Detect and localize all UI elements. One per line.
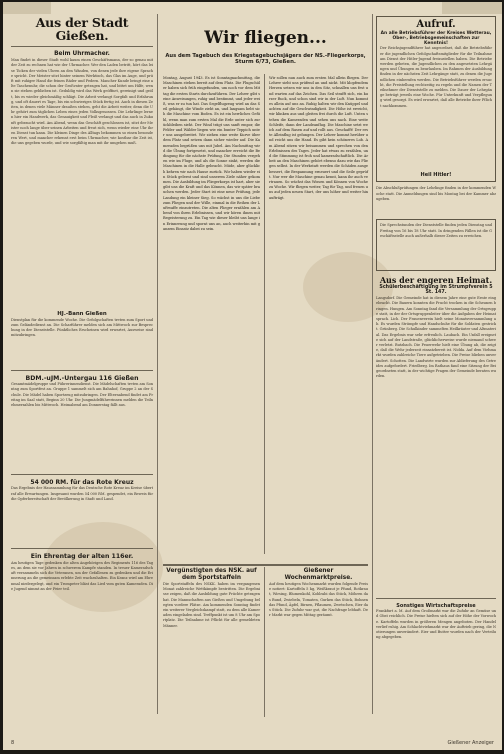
notice-body: Die Sprechstunden der Dienststelle finden jeden Dienstag und Freitag von 16 bis 18 Uhr statt. In dringenden Fällen ist die Geschäftsstelle auch außerhalb dieser Zeiten zu erreichen.: [380, 223, 492, 238]
article-body: Dienstplan für die kommende Woche. Die Gefolgschaften treten zum Sport und zum Geländedienst an. Die Scharführer melden sich am Mittwoch zur Besprechung in der Dienststelle. Pünktliches Erscheinen wird erwartet, Ausweise sind mitzubringen.: [11, 317, 153, 338]
article-body: Frankfurt a. M. Auf dem Großmarkt war die Zufuhr an Gemüse und Obst reichlich. Die Preise hielten sich auf der Höhe der Vorwoche. Kartoffeln wurden in größeren Mengen angeboten. Der Handel verlief ruhig. Am Schlachtviehmarkt war der Auftrieb gering, die Notierungen unverändert. Eier und Butter wurden nach der Verteilung abgegeben.: [376, 609, 496, 640]
column-rule: [264, 74, 265, 554]
article-body: Man findet in dieser Stadt wohl kaum einen Geschäftsmann, der so genau mit der Zeit zu rechnen hat wie der Uhrmacher. Wer den Laden betritt, hört das leise Ticken der vielen Uhren an den Wänden, von denen jede ihre eigene Sprache spricht. Der Meister sitzt hinter seinem Werktisch, das Glas im Auge, und prüft mit ruhiger Hand die feinen Räder und Federn. Mancher Kunde bringt eine alte Taschenuhr, die schon der Großvater getragen hat, und bittet um Hilfe, wenn sie stehen geblieben ist. Geduldig wird das Werk geöffnet, gereinigt und geölt, bis es wieder gleichmäßig schlägt. Die Arbeit verlangt Sorgfalt und Erfahrung, und oft dauert es Tage, bis ein schwieriges Stück fertig ist. Auch in diesen Zeiten, in denen viele Männer draußen stehen, geht die Arbeit weiter, denn die Uhr gehört zum täglichen Leben eines jeden Volksgenossen. Die Lehrlinge lernen hier ein Handwerk, das Genauigkeit und Fleiß verlangt und das auch in Zukunft gebraucht wird. Am Abend, wenn das Geschäft geschlossen ist, sitzt der Meister noch lange über seinen Arbeiten und freut sich, wenn wieder eine Uhr ihren Dienst tun kann. Die kleinen Dinge des Alltags bekommen so einen besonderen Wert, und mancher erkennt erst beim Uhrmacher, wie kostbar die Zeit ist, die uns gegeben wurde, und wie sorgfältig man mit ihr umgehen muß.: [11, 58, 153, 146]
article-heading: Ein Ehrentag der alten 116er.: [30, 553, 134, 561]
main-subline: Sturm 6/73, Gießen.: [235, 59, 296, 66]
article-heading: HJ.-Bann Gießen: [57, 311, 107, 318]
center-lower-right: [269, 568, 368, 716]
article-body: Montag, August 1943. Es ist Sonntagnachmittag, die Maschinen stehen bereit auf dem Platz. Die Flugschüler haben sich früh eingefunden, um noch vor dem Mittag die ersten Starts durchzuführen. Der Lehrer gibt seine Anweisungen, ruhig und bestimmt, und jeder weiß, was er zu tun hat. Das Segelflugzeug wird an das Seil gehängt, die Winde zieht an, und langsam hebt sich die Maschine vom Boden. Es ist ein herrliches Gefühl, wenn man zum ersten Mal die Erde unter sich zurückbleiben sieht. Der Wind trägt uns sanft empor, die Felder und Wälder liegen wie ein bunter Teppich unter uns ausgebreitet. Wir ziehen eine weite Kurve über dem Platz und setzen dann sicher wieder auf. Die Kameraden begrüßen uns mit Jubel. Am Nachmittag wird die Übung fortgesetzt, und mancher erreicht die Bedingung für die nächste Prüfung. Die Stunden vergehen wie im Fluge, und als die Sonne sinkt, werden die Maschinen in die Halle gebracht. Müde, aber glücklich kehren wir nach Hause zurück. Wir haben wieder ein Stück gelernt und sind unserem Ziele näher gekommen. Die Ausbildung im Fliegerkorps ist hart, aber sie gibt uns die Kraft und das Können, das wir später brauchen werden. Jeder Start ist eine neue Prüfung, jede Landung ein kleiner Sieg. So wächst in uns die Liebe zum Fliegen und der Wille, einmal in die Reihen der Luftwaffe einzutreten. Die alten Flieger erzählen am Abend von ihren Erlebnissen, und wir hören ihnen mit Begeisterung zu. Ein Tag wie dieser bleibt uns lange in Erinnerung und spornt uns an, auch weiterhin mit ganzem Einsatz dabei zu sein.: [163, 76, 260, 231]
main-headline: Wir fliegen...: [204, 28, 327, 48]
article-body: Das Ergebnis der Haussammlung für das Deutsche Rote Kreuz im Kreise übertraf alle Erwartungen. Insgesamt wurden 54 000 RM. gespendet, ein Beweis für die Opferbereitschaft der Bevölkerung in Stadt und Land.: [11, 486, 153, 501]
article-body: Gesamtmädelgruppe und Führerinnendienst. Die Mädelschaften treten am Sonntag zum Sportfest an. Gruppe 1 sammelt sich am Bahnhof, Gruppe 2 an der Schule. Die Mädel haben Sportzeug mitzubringen. Der Elternabend findet am Freitag im Saal statt, Beginn 20 Uhr. Die Jungmädelführerinnen melden die Teilnehmerzahlen bis Mittwoch. Heimabend am Donnerstag fällt aus.: [11, 382, 153, 407]
column-rule: [157, 14, 158, 714]
left-column: [11, 12, 153, 681]
page-footer: [3, 736, 502, 750]
newspaper-page: [3, 2, 502, 750]
article-body: Am heutigen Tage gedenken die alten Angehörigen des Regiments 116 des Tages, an dem sie vor Jahren in schwerem Kampfe standen. In treuer Kameradschaft versammeln sich die Veteranen, um der Gefallenen zu gedenken und die Erinnerung an die gemeinsam erlebte Zeit wachzuhalten. Ein Kranz wird am Ehrenmal niedergelegt, und ein Trompeter bläst das Lied vom guten Kameraden. Die Jugend nimmt an der Feier teil.: [11, 560, 153, 591]
article-body: Die Abschlußprüfungen der Lehrlinge finden in der kommenden Woche statt. Die Anmeldungen sind bis Montag bei der Kammer abzugeben.: [376, 186, 496, 201]
article-body: Die Sportstaffeln des NSKK. haben im vergangenen Monat zahlreiche Wettkämpfe bestritten. Die Ergebnisse zeigen, daß die Ausbildung gute Früchte getragen hat. Die Mannschaften aus Gießen und Umgebung belegten vordere Plätze. Am kommenden Sonntag findet ein weiterer Vergleichskampf statt, zu dem alle Kameraden eingeladen sind. Treffpunkt ist um 8 Uhr am Sportplatz. Die Teilnahme ist Pflicht für alle gemeldeten Männer.: [163, 581, 260, 628]
news-body: Langsdorf. Die Gemeinde hat in diesem Jahre eine gute Ernte eingebracht. Die Bauern konnten die Frucht trocken in die Scheunen bringen. Hungen. Am Sonntag fand die Versammlung der Ortsgruppe statt, in der der Ortsgruppenleiter über die Aufgaben der Heimat sprach. Lich. Der Frauenverein hielt seine Monatsversammlung ab. Es wurden Strümpfe und Handschuhe für die Soldaten gestrickt. Grünberg. Die Schulkinder sammelten Heilkräuter und Altmaterial. Das Ergebnis war sehr erfreulich. Laubach. Ein Unfall ereignete sich auf der Landstraße, glücklicherweise wurde niemand schwer verletzt. Butzbach. Die Feuerwehr hielt eine Übung ab, die zeigte, daß die Wehr jederzeit einsatzbereit ist. Nidda. Auf dem Viehmarkt wurden zahlreiche Tiere aufgetrieben. Die Preise blieben unverändert. Schotten. Die Landwirte wurden zur Ablieferung des Getreides aufgefordert. Friedberg. Im Rathaus fand eine Sitzung der Beigeordneten statt, in der wichtige Fragen der Gemeinde beraten wurden.: [376, 296, 496, 379]
column-rule: [372, 14, 373, 714]
article-heading: Gießener Wochenmarktpreise.: [284, 568, 353, 581]
article-heading: Vergünstigten des NSK. auf dem Sportstaffeln: [166, 568, 257, 581]
center-left-column: [163, 76, 260, 552]
article-heading: Beim Uhrmacher.: [54, 51, 110, 58]
article-heading: 54 000 RM. für das Rote Kreuz: [30, 479, 134, 487]
aufruf-body: Der Reichsjugendführer hat angeordnet, daß die Betriebsführer die jugendlichen Gefolgschaftsmitglieder für die Teilnahme am Dienst der Hitler-Jugend freizustellen haben. Die Betriebe werden gebeten, die Jugendlichen zu den angesetzten Lehrgängen und Übungen zu beurlauben. Im Rahmen der Ausbildung finden in der nächsten Zeit Lehrgänge statt, zu denen die Jugendlichen einberufen werden. Die Betriebsführer werden ersucht, die Freistellung rechtzeitig zu regeln und die Namen der Teilnehmer der Dienststelle zu melden. Die Dauer der Lehrgänge beträgt jeweils eine Woche. Für Unterkunft und Verpflegung wird gesorgt. Es wird erwartet, daß alle Betriebe ihrer Pflicht nachkommen.: [380, 46, 492, 108]
news-subheading: Schülerbeschäftigung im Strumpfverein 5 St. 147.: [379, 284, 493, 296]
right-column: [376, 12, 496, 705]
aufruf-box: [376, 16, 496, 182]
center-right-column: [269, 76, 368, 552]
article-body: Wir sollen nun auch zum ersten Mal allein fliegen. Der Lehrer sieht uns prüfend an und nickt. Mit klopfendem Herzen setzen wir uns in den Sitz, schnallen uns fest und warten auf das Zeichen. Das Seil strafft sich, ein kurzer Ruck, und schon sind wir in der Luft. Nun kommt es allein auf uns an. Ruhig halten wir den Knüppel und achten auf die Geschwindigkeit. Die Höhe ist erreicht, wir klinken aus und gleiten frei durch die Luft. Unten stehen die Kameraden und sehen uns nach. Eine weite Schleife, dann der Landeanflug. Die Maschine setzt weich auf dem Rasen auf und rollt aus. Geschafft! Der erste Alleinflug ist gelungen. Der Lehrer kommt herüber und reicht uns die Hand. Es gibt kein schöneres Lob. Am Abend sitzen wir beisammen und sprechen von den Erlebnissen des Tages. Jeder hat etwas zu erzählen, und die Stimmung ist froh und kameradschaftlich. Die Arbeit an den Maschinen gehört ebenso dazu wie das Fliegen selbst. In der Werkstatt werden die Schäden ausgebessert, die Bespannung erneuert und die Seile geprüft. Nur wer die Maschine genau kennt, kann ihr auch vertrauen. So wächst das Wissen und Können von Woche zu Woche. Wir fliegen weiter, Tag für Tag, und freuen uns auf jeden neuen Start, der uns höher und weiter hinaufträgt.: [269, 76, 368, 200]
article-heading: BDM.-uJM.-Untergau 116 Gießen: [25, 374, 139, 382]
page-number: 8: [11, 740, 15, 746]
aufruf-subtitle: An alle Betriebsführer der Kreises Wetterau, Ober-, Betriebsgemeinschaften zur Kenntnis!: [380, 30, 492, 47]
center-headline-block: [163, 12, 368, 66]
notice-box: [376, 219, 496, 271]
center-lower-left: [163, 568, 260, 716]
aufruf-footer: Heil Hitler!: [420, 172, 452, 179]
article-heading: Sonstiges Wirtschaftspreise: [396, 603, 476, 610]
section-title: Aus der Stadt Gießen.: [35, 15, 129, 44]
news-heading: Aus der engeren Heimat.: [379, 275, 493, 286]
publication-name: Gießener Anzeiger: [447, 740, 494, 746]
article-body: Auf dem heutigen Wochenmarkt wurden folgende Preise notiert: Kartoffeln 5 kg, Weißkraut je Pfund, Rotkraut, Wirsing, Blumenkohl, Kohlrabi das Stück, Möhren das Bund, Zwiebeln, Tomaten, Gurken das Stück, Bohnen das Pfund, Äpfel, Birnen, Pflaumen, Zwetschen, Eier das Stück. Die Zufuhr war gut, die Nachfrage lebhaft. Der Markt war gegen Mittag geräumt.: [269, 581, 368, 618]
aufruf-title: Aufruf.: [416, 19, 456, 30]
main-subline: Aus dem Tagebuch des Kriegstagebuchsjägers der NS.-Fliegerkorps,: [165, 52, 366, 59]
column-rule: [264, 567, 265, 717]
